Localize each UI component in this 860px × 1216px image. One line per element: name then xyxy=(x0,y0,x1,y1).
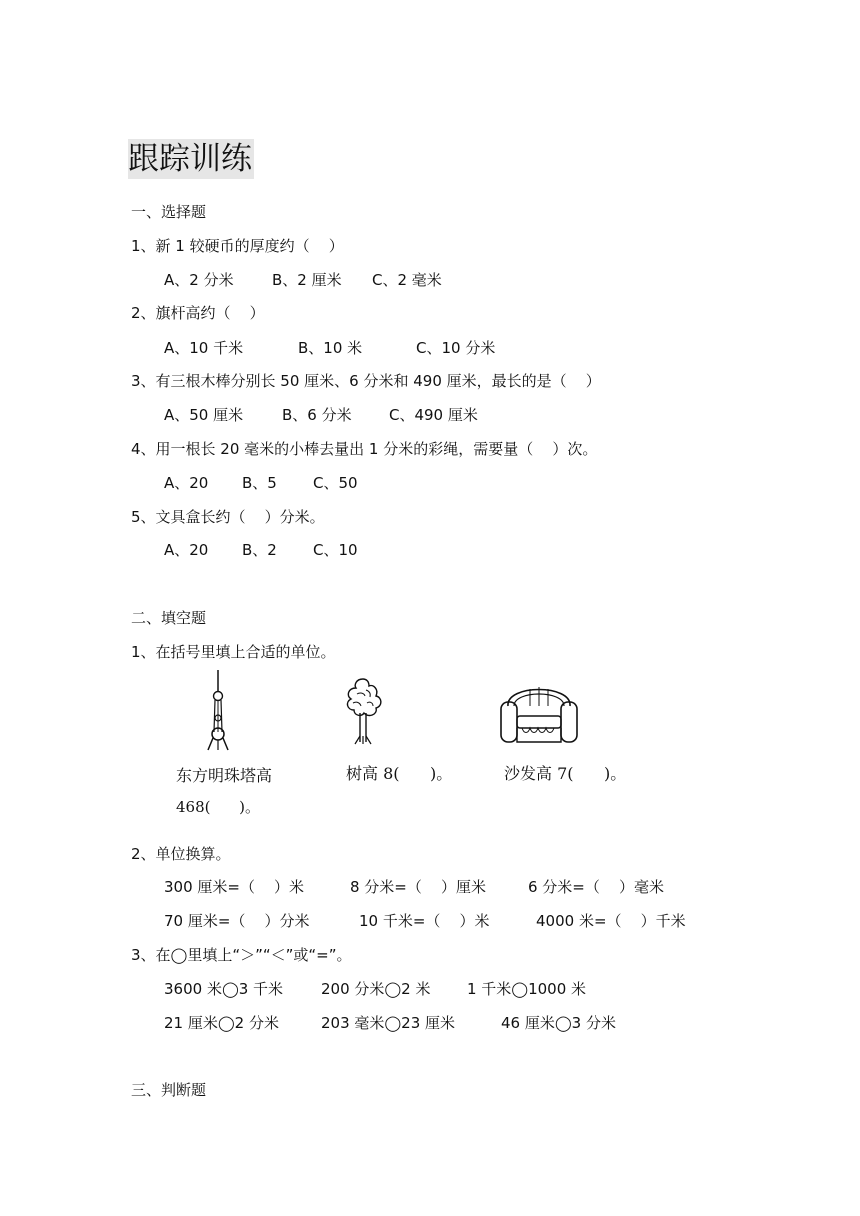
option-c: C、50 xyxy=(313,474,358,492)
question-stem: 1、新 1 较硬币的厚度约（ ） xyxy=(131,237,344,255)
sofa-icon xyxy=(500,676,578,748)
question-stem: 2、单位换算。 xyxy=(131,845,231,863)
section-heading-fill: 二、填空题 xyxy=(131,609,207,627)
compare-item: 203 毫米◯23 厘米 xyxy=(321,1014,456,1032)
conversion-item: 300 厘米=（ ）米 xyxy=(164,878,305,896)
compare-item: 1 千米◯1000 米 xyxy=(467,980,587,998)
question-stem: 3、有三根木棒分别长 50 厘米、6 分米和 490 厘米，最长的是（ ） xyxy=(131,372,601,390)
option-b: B、2 厘米 xyxy=(272,271,342,289)
question-stem: 3、在◯里填上“＞”“＜”或“=”。 xyxy=(131,946,352,964)
sofa-caption: 沙发高 7( )。 xyxy=(504,764,627,783)
section-heading-judge: 三、判断题 xyxy=(131,1081,207,1099)
page-title: 跟踪训练 xyxy=(128,141,252,177)
tower-caption-answer: 468( )。 xyxy=(176,798,260,816)
compare-item: 3600 米◯3 千米 xyxy=(164,980,284,998)
question-stem: 4、用一根长 20 毫米的小棒去量出 1 分米的彩绳，需要量（ ）次。 xyxy=(131,440,598,458)
compare-item: 200 分米◯2 米 xyxy=(321,980,431,998)
section-heading-choice: 一、选择题 xyxy=(131,203,207,221)
tower-icon xyxy=(204,670,236,752)
question-stem: 2、旗杆高约（ ） xyxy=(131,304,265,322)
option-c: C、10 分米 xyxy=(416,339,496,357)
option-b: B、6 分米 xyxy=(282,406,352,424)
option-b: B、10 米 xyxy=(298,339,363,357)
tower-caption: 东方明珠塔高 xyxy=(176,766,273,785)
conversion-item: 8 分米=（ ）厘米 xyxy=(350,878,486,896)
option-a: A、20 xyxy=(164,541,209,559)
conversion-item: 4000 米=（ ）千米 xyxy=(536,912,686,930)
tree-caption: 树高 8( )。 xyxy=(346,764,453,783)
option-a: A、2 分米 xyxy=(164,271,234,289)
option-a: A、20 xyxy=(164,474,209,492)
compare-item: 46 厘米◯3 分米 xyxy=(501,1014,616,1032)
option-b: B、2 xyxy=(242,541,277,559)
tree-icon xyxy=(342,676,384,746)
conversion-item: 6 分米=（ ）毫米 xyxy=(528,878,664,896)
option-a: A、50 厘米 xyxy=(164,406,244,424)
conversion-item: 70 厘米=（ ）分米 xyxy=(164,912,310,930)
option-c: C、490 厘米 xyxy=(389,406,478,424)
question-stem: 5、文具盒长约（ ）分米。 xyxy=(131,508,325,526)
option-a: A、10 千米 xyxy=(164,339,244,357)
compare-item: 21 厘米◯2 分米 xyxy=(164,1014,279,1032)
conversion-item: 10 千米=（ ）米 xyxy=(359,912,490,930)
question-stem: 1、在括号里填上合适的单位。 xyxy=(131,643,336,661)
option-c: C、10 xyxy=(313,541,358,559)
option-b: B、5 xyxy=(242,474,277,492)
option-c: C、2 毫米 xyxy=(372,271,442,289)
